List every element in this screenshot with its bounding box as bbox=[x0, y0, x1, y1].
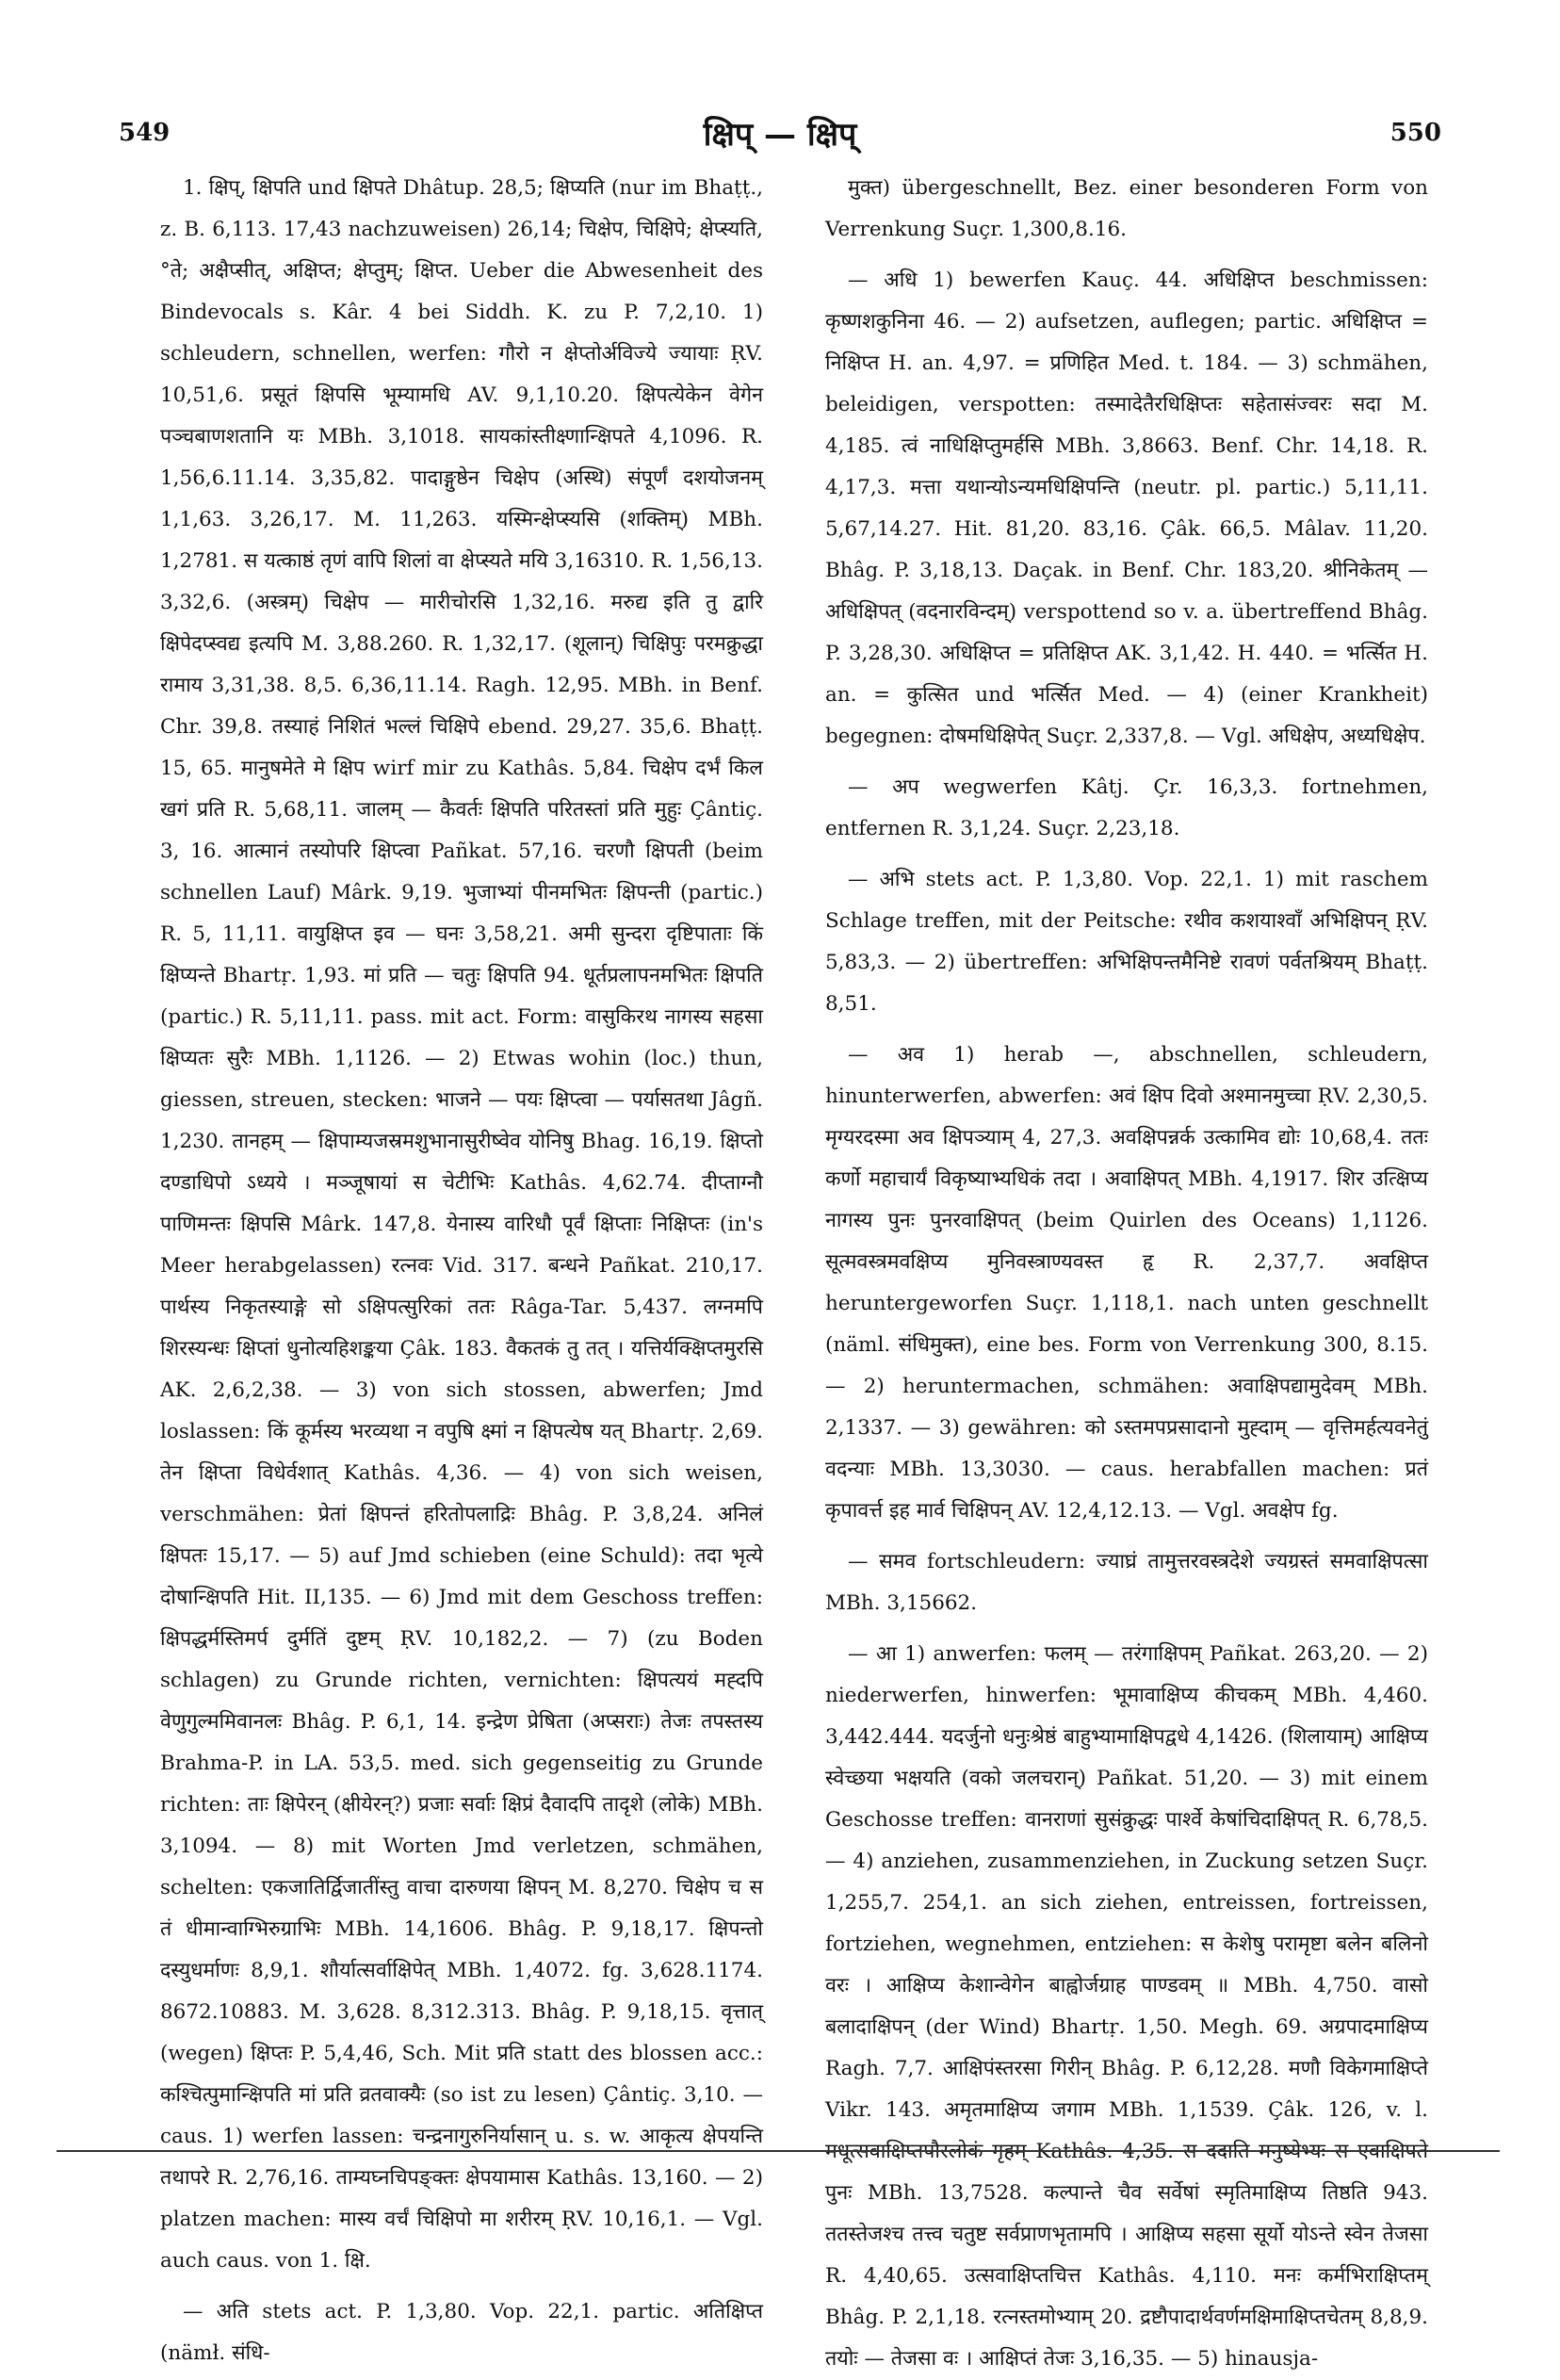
page-header bbox=[119, 111, 1441, 158]
page-number-right: 550 bbox=[1389, 119, 1441, 147]
entry-paragraph: — अति stets act. P. 1,3,80. Vop. 22,1. partic. अतिक्षिप्त (nämł. संधि- bbox=[160, 2300, 763, 2365]
entry-paragraph: — अभि stets act. P. 1,3,80. Vop. 22,1. 1) mit raschem Schlage treffen, mit der Peitsche: रथीव कशयाश्वाँ अभिक्षिपन् ṚV. 5,83,3. — 2) übertreffen: अभिक्षिपन्तमैनिष्टे रावणं पर्वतश्रियम् Bhaṭṭ. 8,51. bbox=[825, 868, 1428, 1016]
page-number-left: 549 bbox=[119, 119, 171, 147]
entry-paragraph: — अधि 1) bewerfen Kauç. 44. अधिक्षिप्त beschmissen: कृष्णशकुनिना 46. — 2) aufsetzen, auflegen; partic. अधिक्षिप्त = निक्षिप्त H. an. 4,97. = प्रणिहित Med. t. 184. — 3) schmähen, beleidigen, verspotten: तस्मादेतैरधिक्षिप्तः सहेतासंज्वरः सदा M. 4,185. त्वं नाधिक्षिप्तुमर्हसि MBh. 3,8663. Benf. Chr. 14,18. R. 4,17,3. मत्ता यथान्योऽन्यमधिक्षिपन्ति (neutr. pl. partic.) 5,11,11. 5,67,14.27. Hit. 81,20. 83,16. Çâk. 66,5. Mâlav. 11,20. Bhâg. P. 3,18,13. Daçak. in Benf. Chr. 183,20. श्रीनिकेतम् — अधिक्षिपत् (वदनारविन्दम्) verspottend so v. a. übertreffend Bhâg. P. 3,28,30. अधिक्षिप्त = प्रतिक्षिप्त AK. 3,1,42. H. 440. = भर्त्सित H. an. = कुत्सित und भर्त्सित Med. — 4) (einer Krankheit) begegnen: दोषमधिक्षिपेत् Suçr. 2,337,8. — Vgl. अधिक्षेप, अध्यधिक्षेप. bbox=[825, 269, 1428, 748]
bottom-rule bbox=[57, 2150, 1500, 2152]
running-title: क्षिप् — क्षिप् bbox=[703, 116, 857, 154]
right-column bbox=[825, 168, 1428, 2371]
two-column-body bbox=[160, 168, 1451, 2371]
entry-paragraph: — अप wegwerfen Kâtj. Çr. 16,3,3. fortnehmen, entfernen R. 3,1,24. Suçr. 2,23,18. bbox=[825, 775, 1428, 840]
entry-paragraph: मुक्त) übergeschnellt, Bez. einer besonderen Form von Verrenkung Suçr. 1,300,8.16. bbox=[825, 176, 1428, 241]
entry-paragraph: — आ 1) anwerfen: फलम् — तरंगाक्षिपम् Pañkat. 263,20. — 2) niederwerfen, hinwerfen: भूमावाक्षिप्य कीचकम् MBh. 4,460. 3,442.444. यदर्जुनो धनुःश्रेष्ठं बाहुभ्यामाक्षिपद्वधे 4,1426. (शिलायाम्) आक्षिप्य स्वेच्छया भक्षयति (वको जलचरान्) Pañkat. 51,20. — 3) mit einem Geschosse treffen: वानराणां सुसंक्रुद्धः पार्श्वे केषांचिदाक्षिपत् R. 6,78,5. — 4) anziehen, zusammenziehen, in Zuckung setzen Suçr. 1,255,7. 254,1. an sich ziehen, entreissen, fortreissen, fortziehen, wegnehmen, entziehen: स केशेषु परामृष्टा बलेन बलिनो वरः । आक्षिप्य केशान्वेगेन बाह्वोर्जग्राह पाण्डवम् ॥ MBh. 4,750. वासो बलादाक्षिपन् (der Wind) Bhartṛ. 1,50. Megh. 69. अग्रपादमाक्षिप्य Ragh. 7,7. आक्षिपंस्तरसा गिरीन् Bhâg. P. 6,12,28. मणौ विकेगमाक्षिप्ते Vikr. 143. अमृतमाक्षिप्य जगाम MBh. 1,1539. Çâk. 126, v. l. मधूत्सवाक्षिप्तपौरलोकं गृहम् Kathâs. 4,35. स ददाति मनुष्येभ्यः स एवाक्षिपते पुनः MBh. 13,7528. कल्पान्ते चैव सर्वेषां स्मृतिमाक्षिप्य तिष्ठति 943. ततस्तेजश्च तत्त्व चतुष्ट सर्वप्राणभृतामपि । आक्षिप्य सहसा सूर्यो योऽन्ते स्वेन तेजसा R. 4,40,65. उत्सवाक्षिप्तचित्त Kathâs. 4,110. मनः कर्मभिराक्षिप्तम् Bhâg. P. 2,1,18. रत्नस्तमोभ्याम् 20. द्रष्टौपादार्थवर्णमक्षिमाक्षिप्तचेतम् 8,8,9. तयोः — तेजसा वः । आक्षिप्तं तेजः 3,16,35. — 5) hinausja- bbox=[825, 1642, 1428, 2371]
entry-paragraph: — समव fortschleudern: ज्याघ्रं तामुत्तरवस्त्रदेशे ज्यग्रस्तं समवाक्षिपत्सा MBh. 3,15662. bbox=[825, 1550, 1428, 1615]
entry-paragraph: 1. क्षिप्, क्षिपति und क्षिपते Dhâtup. 28,5; क्षिप्यति (nur im Bhaṭṭ., z. B. 6,113. 17,43 nachzuweisen) 26,14; चिक्षेप, चिक्षिपे; क्षेप्स्यति, °ते; अक्षैप्सीत्, अक्षिप्त; क्षेप्तुम्; क्षिप्त. Ueber die Abwesenheit des Bindevocals s. Kâr. 4 bei Siddh. K. zu P. 7,2,10. 1) schleudern, schnellen, werfen: गौरो न क्षेप्तोर्अविज्ये ज्यायाः ṚV. 10,51,6. प्रसूतं क्षिपसि भूम्यामधि AV. 9,1,10.20. क्षिपत्येकेन वेगेन पञ्चबाणशतानि यः MBh. 3,1018. सायकांस्तीक्ष्णान्क्षिपते 4,1096. R. 1,56,6.11.14. 3,35,82. पादाङ्गुष्ठेन चिक्षेप (अस्थि) संपूर्णं दशयोजनम् 1,1,63. 3,26,17. M. 11,263. यस्मिन्क्षेप्स्यसि (शक्तिम्) MBh. 1,2781. स यत्काष्ठं तृणं वापि शिलां वा क्षेप्स्यते मयि 3,16310. R. 1,56,13. 3,32,6. (अस्त्रम्) चिक्षेप — मारीचोरसि 1,32,16. मरुद्य इति तु द्वारि क्षिपेदप्स्वद्य इत्यपि M. 3,88.260. R. 1,32,17. (शूलान्) चिक्षिपुः परमक्रुद्धा रामाय 3,31,38. 8,5. 6,36,11.14. Ragh. 12,95. MBh. in Benf. Chr. 39,8. तस्याहं निशितं भल्लं चिक्षिपे ebend. 29,27. 35,6. Bhaṭṭ. 15, 65. मानुषमेते मे क्षिप wirf mir zu Kathâs. 5,84. चिक्षेप दर्भं किल खगं प्रति R. 5,68,11. जालम् — कैवर्तः क्षिपति परितस्तां प्रति मुहुः Çântiç. 3, 16. आत्मानं तस्योपरि क्षिप्त्वा Pañkat. 57,16. चरणौ क्षिपती (beim schnellen Lauf) Mârk. 9,19. भुजाभ्यां पीनमभितः क्षिपन्ती (partic.) R. 5, 11,11. वायुक्षिप्त इव — घनः 3,58,21. अमी सुन्दरा दृष्टिपाताः किं क्षिप्यन्ते Bhartṛ. 1,93. मां प्रति — चतुः क्षिपति 94. धूर्तप्रलापनमभितः क्षिपति (partic.) R. 5,11,11. pass. mit act. Form: वासुकिरथ नागस्य सहसा क्षिप्यतः सुरैः MBh. 1,1126. — 2) Etwas wohin (loc.) thun, giessen, streuen, stecken: भाजने — पयः क्षिप्त्वा — पर्यासतथा Jâgñ. 1,230. तानहम् — क्षिपाम्यजस्रमशुभानासुरीष्वेव योनिषु Bhag. 16,19. क्षिप्तो दण्डाधिपो ऽध्यये । मञ्जूषायां स चेटीभिः Kathâs. 4,62.74. दीप्ताग्नौ पाणिमन्तः क्षिपसि Mârk. 147,8. येनास्य वारिधौ पूर्वं क्षिप्ताः निक्षिप्तः (in's Meer herabgelassen) रत्नवः Vid. 317. बन्धने Pañkat. 210,17. पार्थस्य निकृतस्याङ्गे सो ऽक्षिपत्सुरिकां ततः Râga-Tar. 5,437. लग्नमपि शिरस्यन्धः क्षिप्तां धुनोत्यहिशङ्कया Çâk. 183. वैकतकं तु तत् । यत्तिर्यक्क्षिप्तमुरसि AK. 2,6,2,38. — 3) von sich stossen, abwerfen; Jmd loslassen: किं कूर्मस्य भरव्यथा न वपुषि क्ष्मां न क्षिपत्येष यत् Bhartṛ. 2,69. तेन क्षिप्ता विधेर्वशात् Kathâs. 4,36. — 4) von sich weisen, verschmähen: प्रेतां क्षिपन्तं हरितोपलाद्रिः Bhâg. P. 3,8,24. अनिलं क्षिपतः 15,17. — 5) auf Jmd schieben (eine Schuld): तदा भृत्ये दोषान्क्षिपति Hit. II,135. — 6) Jmd mit dem Geschoss treffen: क्षिपद्धर्मस्तिमर्प दुर्मतिं दुष्टम् ṚV. 10,182,2. — 7) (zu Boden schlagen) zu Grunde richten, vernichten: क्षिपत्ययं मह्दपि वेणुगुल्ममिवानलः Bhâg. P. 6,1, 14. इन्द्रेण प्रेषिता (अप्सराः) तेजः तपस्तस्य Brahma-P. in LA. 53,5. med. sich gegenseitig zu Grunde richten: ताः क्षिपेरन् (क्षीयेरन्?) प्रजाः सर्वाः क्षिप्रं दैवादपि तादृशे (लोके) MBh. 3,1094. — 8) mit Worten Jmd verletzen, schmähen, schelten: एकजातिर्द्विजातींस्तु वाचा दारुणया क्षिपन् M. 8,270. चिक्षेप च स तं धीमान्वाग्भिरुग्राभिः MBh. 14,1606. Bhâg. P. 9,18,17. क्षिपन्तो दस्युधर्माणः 8,9,1. शौर्यात्सर्वाक्षिपेत् MBh. 1,4072. fg. 3,628.1174. 8672.10883. M. 3,628. 8,312.313. Bhâg. P. 9,18,15. वृत्तात् (wegen) क्षिप्तः P. 5,4,46, Sch. Mit प्रति statt des blossen acc.: कश्चित्पुमान्क्षिपति मां प्रति व्रतवाक्यैः (so ist zu lesen) Çântiç. 3,10. — caus. 1) werfen lassen: चन्द्रनागुरुनिर्यासान् u. s. w. आकृत्य क्षेपयन्ति तथापरे R. 2,76,16. ताम्यघ्नचिपङ्क्तः क्षेपयामास Kathâs. 13,160. — 2) platzen machen: मास्य वर्चं चिक्षिपो मा शरीरम् ṚV. 10,16,1. — Vgl. auch caus. von 1. क्षि. bbox=[160, 176, 763, 2273]
left-column bbox=[160, 168, 763, 2365]
entry-paragraph: — अव 1) herab —, abschnellen, schleudern, hinunterwerfen, abwerfen: अवं क्षिप दिवो अश्मानमुच्चा ṚV. 2,30,5. मृग्यरदस्मा अव क्षिपञ्याम् 4, 27,3. अवक्षिपन्नर्क उत्कामिव द्योः 10,68,4. ततः कर्णो महाचार्यं विकृष्याभ्यधिकं तदा । अवाक्षिपत् MBh. 4,1917. शिर उत्क्षिप्य नागस्य पुनः पुनरवाक्षिपत् (beim Quirlen des Oceans) 1,1126. सूत्मवस्त्रमवक्षिप्य मुनिवस्त्राण्यवस्त हृ R. 2,37,7. अवक्षिप्त heruntergeworfen Suçr. 1,118,1. nach unten geschnellt (näml. संधिमुक्त), eine bes. Form von Verrenkung 300, 8.15. — 2) heruntermachen, schmähen: अवाक्षिपद्यामुदेवम् MBh. 2,1337. — 3) gewähren: को ऽस्तमपप्रसादानो मुह्दाम् — वृत्तिमर्हत्यवनेतुं वदन्याः MBh. 13,3030. — caus. herabfallen machen: प्रतं कृपावर्त्त इह मार्व चिक्षिपन् AV. 12,4,12.13. — Vgl. अवक्षेप fg. bbox=[825, 1043, 1428, 1523]
